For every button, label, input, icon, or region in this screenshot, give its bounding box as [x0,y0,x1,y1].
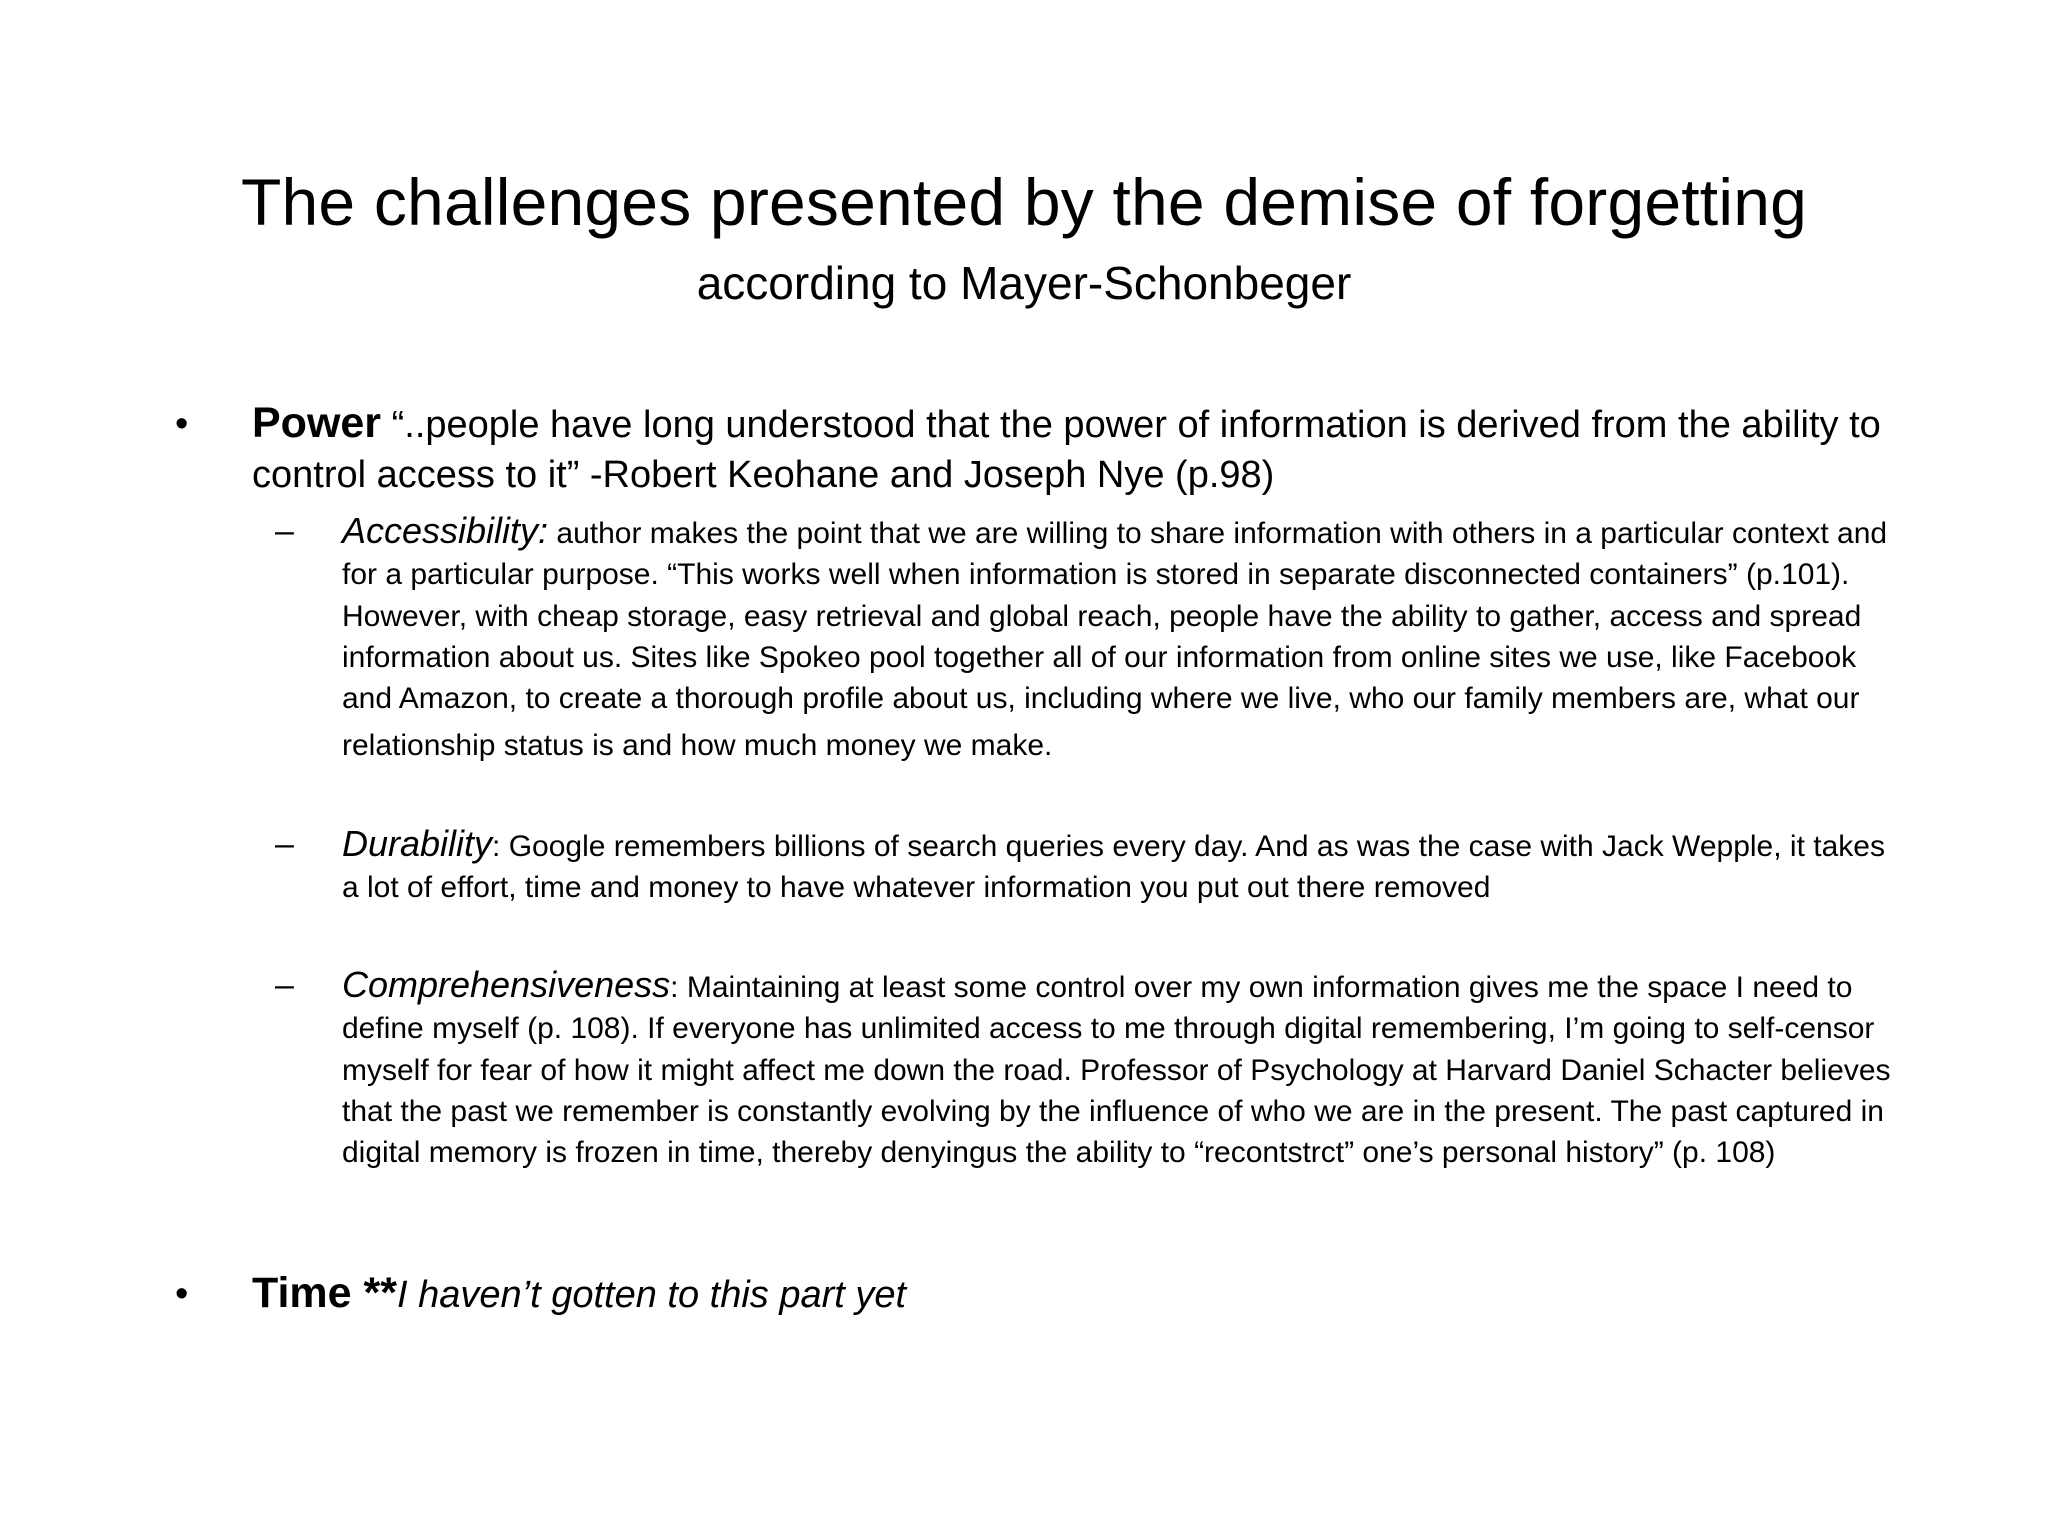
dash-marker-comprehensiveness: – [275,966,294,1004]
bullet-marker-time: • [175,1273,189,1315]
time-heading: Time ** [252,1269,397,1317]
slide-subtitle: according to Mayer-Schonbeger [696,257,1352,309]
durability-text: : Google remembers billions of search queries every day. And as was the case with Jack Wepple, it takes a lot of effort, time and money to have whatever information you put out there removed [342,830,1885,905]
comprehensiveness-text: : Maintaining at least some control over my own information gives me the space I need to define myself (p. 108). If everyone has unlimited access to me through digital remembering, I’m going to self-censor myself for fear of how it might affect me down the road. Professor of Psychology at Harvard Daniel Schacter believes that the past we remember is constantly evolving by the influence of who we are in the present. The past captured in digital memory is frozen in time, thereby denyingus the ability to “recontstrct” one’s personal history” (p. 108) [342,971,1891,1170]
bullet-power [252,398,1892,500]
accessibility-last-line: relationship status is and how much money we make. [342,729,1053,763]
power-quote: “..people have long understood that the power of information is derived from the ability to control access to it” -Robert Keohane and Joseph Nye (p.98) [252,404,1881,496]
bullet-time [252,1268,1892,1320]
time-note: I haven’t gotten to this part yet [397,1274,907,1316]
accessibility-term: Accessibility: [342,510,549,551]
durability-term: Durability [342,823,493,864]
dash-marker-durability: – [275,825,294,863]
power-heading: Power [252,399,382,447]
dash-marker-accessibility: – [275,512,294,550]
bullet-marker-power: • [175,403,189,445]
subbullet-durability [342,823,1902,909]
accessibility-text: author makes the point that we are willing to share information with others in a particular context and for a particular purpose. “This works well when information is stored in separate disconnected containers” (p.101). However, with cheap storage, easy retrieval and global reach, people have the ability to gather, access and spread information about us. Sites like Spokeo pool together all of our information from online sites we use, like Facebook and Amazon, to create a thorough profile about us, including where we live, who our family members are, what our [342,517,1888,716]
subbullet-accessibility [342,510,1902,767]
slide-title: The challenges presented by the demise of forgetting [240,165,1808,239]
subbullet-comprehensiveness [342,964,1902,1173]
comprehensiveness-term: Comprehensiveness [342,964,671,1005]
